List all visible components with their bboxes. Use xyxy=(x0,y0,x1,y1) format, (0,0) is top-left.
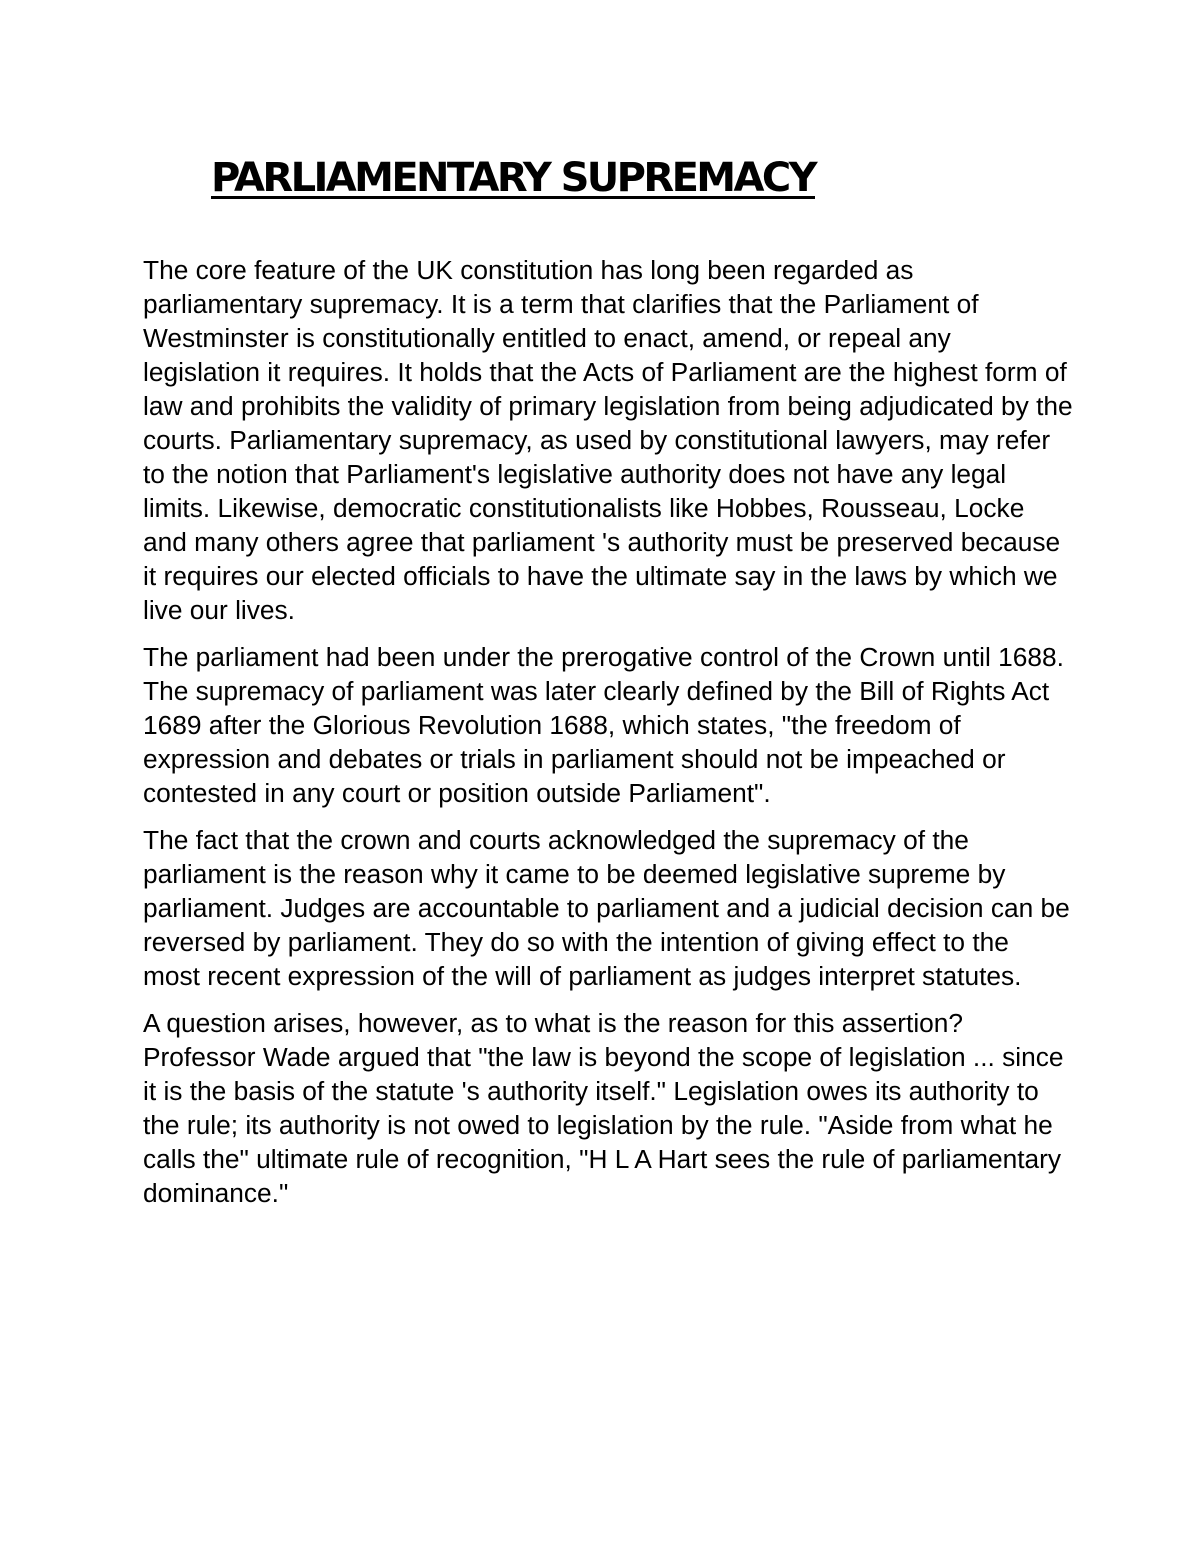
paragraph-2: The parliament had been under the prerogative control of the Crown until 1688. The supremacy of parliament was later clearly defined by the Bill of Rights Act 1689 after the Glorious Revolution 1688, which states, "the freedom of expression and debates or trials in parliament should not be impeached or contested in any court or position outside Parliament". xyxy=(143,642,1064,808)
paragraph-4: A question arises, however, as to what is the reason for this assertion? Professor Wade argued that "the law is beyond the scope of legislation ... since it is the basis of the statute 's authority itself." Legislation owes its authority to the rule; its authority is not owed to legislation by the rule. "Aside from what he calls the" ultimate rule of recognition, "H L A Hart sees the rule of parliamentary dominance." xyxy=(143,1008,1064,1208)
paragraph-3: The fact that the crown and courts acknowledged the supremacy of the parliament is the reason why it came to be deemed legislative supreme by parliament. Judges are accountable to parliament and a judicial decision can be reversed by parliament. They do so with the intention of giving effect to the most recent expression of the will of parliament as judges interpret statutes. xyxy=(143,825,1070,991)
document-body xyxy=(143,253,1073,1223)
paragraph-1: The core feature of the UK constitution has long been regarded as parliamentary supremacy. It is a term that clarifies that the Parliament of Westminster is constitutionally entitled to enact, amend, or repeal any legislation it requires. It holds that the Acts of Parliament are the highest form of law and prohibits the validity of primary legislation from being adjudicated by the courts. Parliamentary supremacy, as used by constitutional lawyers, may refer to the notion that Parliament's legislative authority does not have any legal limits. Likewise, democratic constitutionalists like Hobbes, Rousseau, Locke and many others agree that parliament 's authority must be preserved because it requires our elected officials to have the ultimate say in the laws by which we live our lives. xyxy=(143,255,1073,625)
document-title: PARLIAMENTARY SUPREMACY xyxy=(211,155,815,201)
